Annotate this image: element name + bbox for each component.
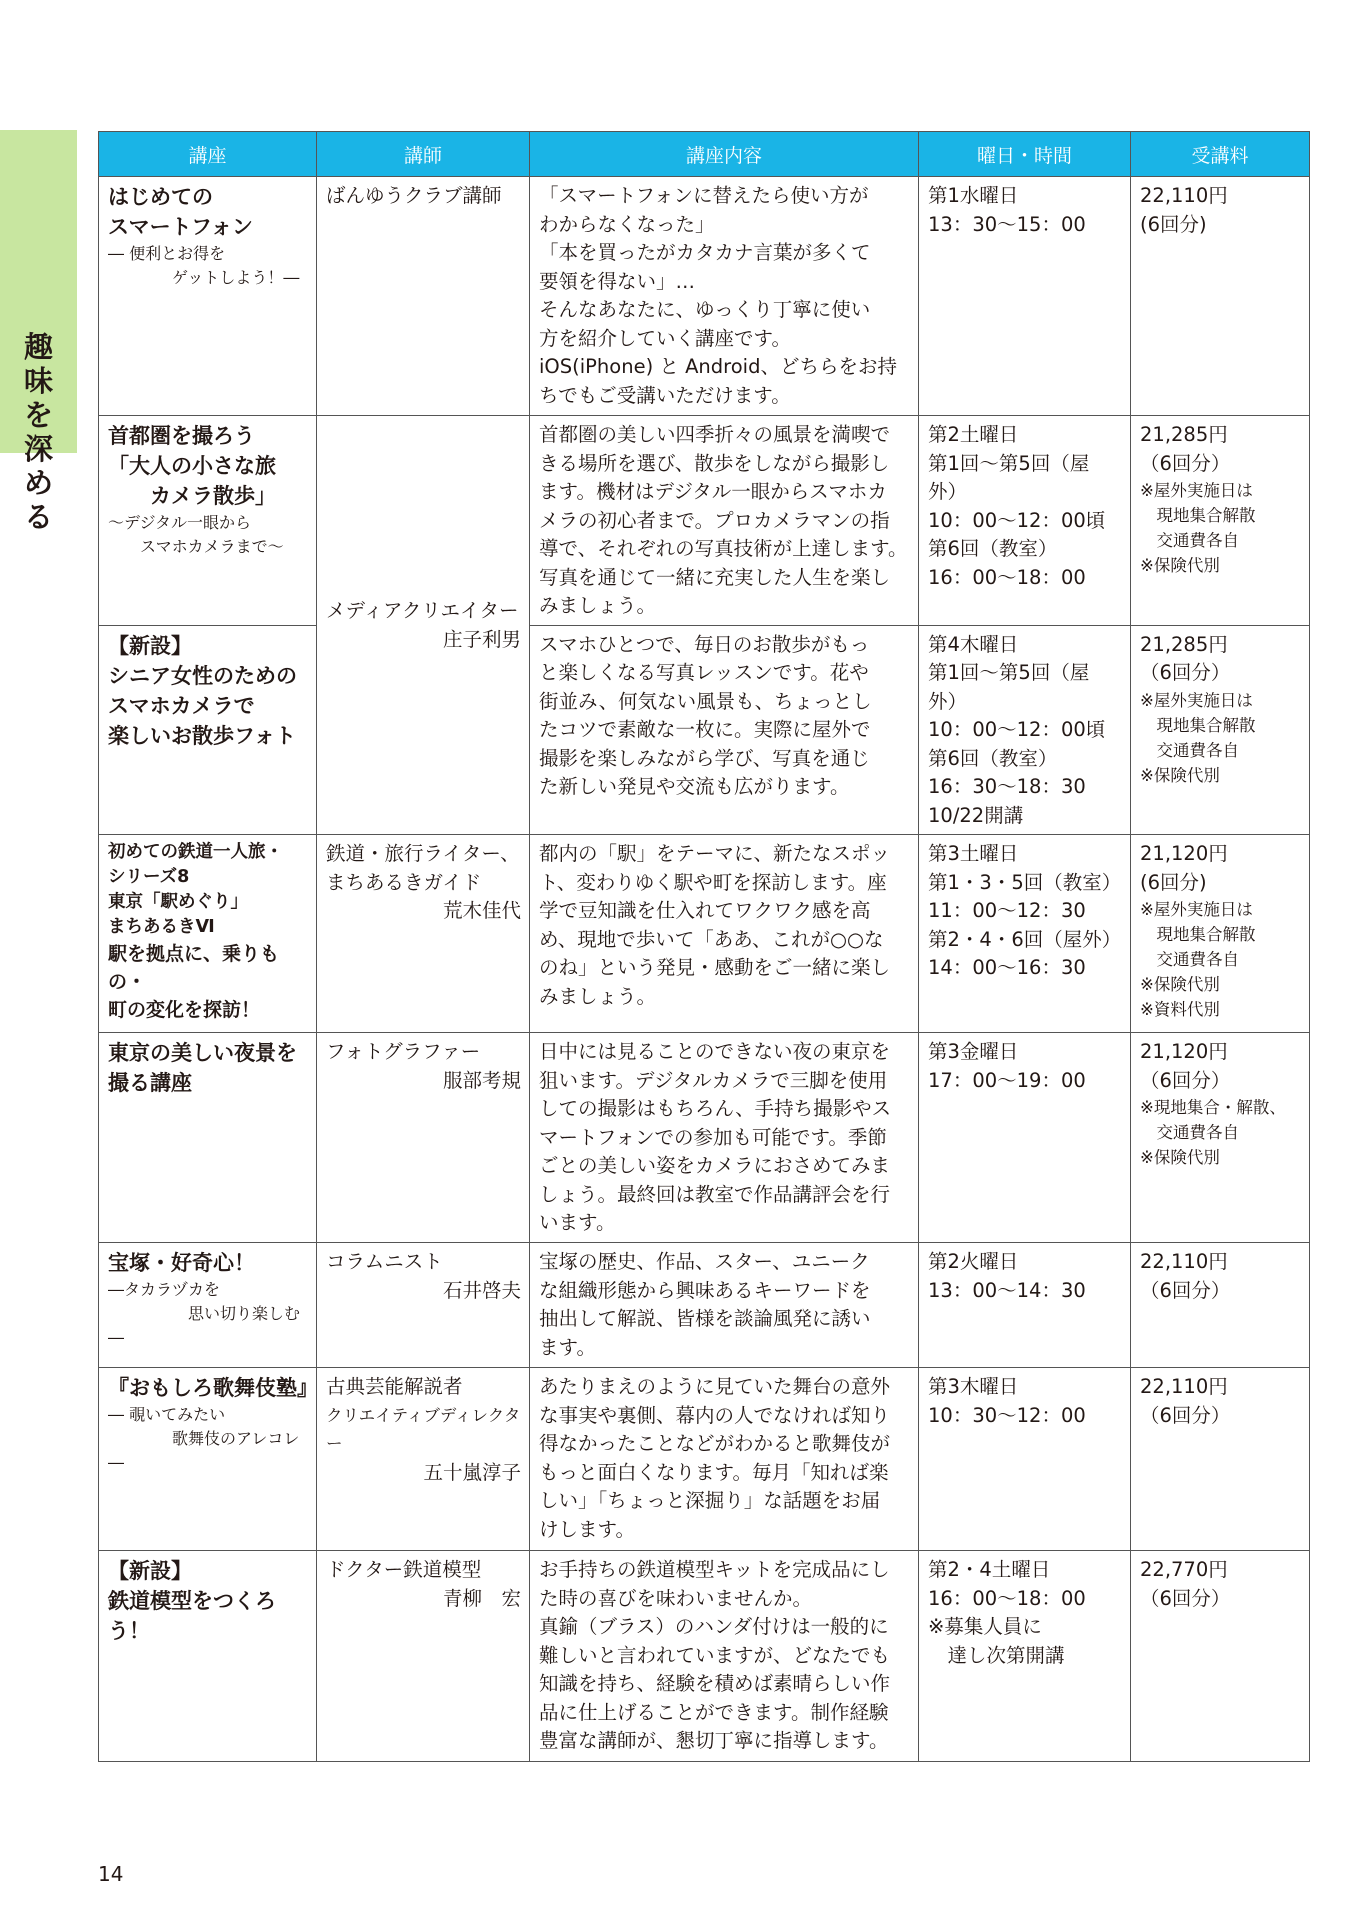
course-title: 首都圏を撮ろう 「大人の小さな旅 カメラ散歩」 xyxy=(108,424,276,508)
table-row xyxy=(99,1033,1310,1243)
instructor-cell xyxy=(317,1551,530,1762)
schedule-cell xyxy=(919,835,1131,1033)
fee-note: ※屋外実施日は 現地集合解散 交通費各自 ※保険代別 ※資料代別 xyxy=(1140,900,1256,1019)
course-cell xyxy=(99,625,317,835)
course-description: 都内の「駅」をテーマに、新たなスポッ ト、変わりゆく駅や町を探訪します。座 学で豆知識を仕入れてワクワク感を高 め、現地で歩いて「ああ、これが○○な のね」という発見・感動をご一緒に楽し みましょう。 xyxy=(539,842,891,1008)
course-subtitle: ～デジタル一眼から スマホカメラまで～ xyxy=(108,513,284,556)
course-cell xyxy=(99,1243,317,1368)
instructor-cell xyxy=(317,835,530,1033)
instructor-name: 石井啓夫 xyxy=(442,1278,521,1302)
header-schedule: 曜日・時間 xyxy=(919,132,1131,177)
course-fee: 21,285円 （6回分） xyxy=(1140,632,1231,684)
content-cell xyxy=(530,177,919,416)
instructor-name: 荒木佳代 xyxy=(442,899,521,922)
schedule-cell xyxy=(919,1243,1131,1368)
page-number: 14 xyxy=(98,1862,124,1886)
course-fee: 22,110円 (6回分) xyxy=(1140,184,1228,236)
schedule-cell xyxy=(919,1368,1131,1551)
course-title: 【新設】 鉄道模型をつくろう！ xyxy=(108,1559,276,1643)
course-description: スマホひとつで、毎日のお散歩がもっ と楽しくなる写真レッスンです。花や 街並み、何気ない風景も、ちょっとし たコツで素敵な一枚に。実際に屋外で 撮影を楽しみながら学び、写真を通じ た新しい発見や交流も広がります。 xyxy=(539,632,872,798)
course-schedule: 第1水曜日 13：30～15：00 xyxy=(928,184,1086,236)
course-title-series: 初めての鉄道一人旅・ シリーズ8 東京「駅めぐり」 まちあるきⅥ xyxy=(108,842,283,937)
course-fee: 21,285円 （6回分） xyxy=(1140,423,1231,475)
course-title: はじめての スマートフォン xyxy=(108,185,253,239)
instructor-role: ドクター鉄道模型 xyxy=(326,1558,482,1581)
course-fee: 22,770円 （6回分） xyxy=(1140,1558,1231,1610)
fee-cell xyxy=(1131,1551,1310,1762)
fee-note: ※現地集合・解散、 交通費各自 ※保険代別 xyxy=(1140,1098,1286,1167)
table-row xyxy=(99,416,1310,626)
fee-cell xyxy=(1131,625,1310,835)
header-content: 講座内容 xyxy=(530,132,919,177)
content-cell xyxy=(530,835,919,1033)
course-title: 『おもしろ歌舞伎塾』 xyxy=(108,1376,318,1400)
header-instructor: 講師 xyxy=(317,132,530,177)
course-cell xyxy=(99,1551,317,1762)
schedule-cell xyxy=(919,1033,1131,1243)
table-row xyxy=(99,1551,1310,1762)
instructor-cell xyxy=(317,177,530,416)
instructor-role: メディアクリエイター xyxy=(326,599,519,622)
table-header-row xyxy=(99,132,1310,177)
table-row xyxy=(99,1243,1310,1368)
header-course: 講座 xyxy=(99,132,317,177)
course-schedule: 第4木曜日 第1回～第5回（屋外） 10：00～12：00頃 第6回（教室） 16：30～18：30 10/22開講 xyxy=(928,632,1106,827)
schedule-cell xyxy=(919,1551,1131,1762)
table-row xyxy=(99,177,1310,416)
content-cell xyxy=(530,1368,919,1551)
course-description: 「スマートフォンに替えたら使い方が わからなくなった」 「本を買ったがカタカナ言葉が多くて 要領を得ない」… そんなあなたに、ゆっくり丁寧に使い 方を紹介していく講座です。 iOS(iPhone) と Android、どちらをお持 ちでもご受講いただけます。 xyxy=(539,184,897,407)
course-description: あたりまえのように見ていた舞台の意外 な事実や裏側、幕内の人でなければ知り 得なかったことなどがわかると歌舞伎が もっと面白くなります。毎月「知れば楽 しい」「ちょっと深掘り」な話題をお届 けします。 xyxy=(539,1375,891,1541)
content-cell xyxy=(530,1551,919,1762)
fee-cell xyxy=(1131,1033,1310,1243)
category-label: 趣 味 を 深 め る xyxy=(23,330,53,534)
course-fee: 22,110円 （6回分） xyxy=(1140,1250,1231,1302)
course-schedule: 第2火曜日 13：00～14：30 xyxy=(928,1250,1086,1302)
category-tab xyxy=(0,130,77,534)
fee-cell xyxy=(1131,835,1310,1033)
instructor-role: フォトグラファー xyxy=(326,1040,481,1063)
instructor-role: 鉄道・旅行ライター、 まちあるきガイド xyxy=(326,842,520,894)
course-fee: 21,120円 (6回分) xyxy=(1140,842,1228,894)
instructor-name: 庄子利男 xyxy=(442,627,521,651)
course-subtitle: ―タカラヅカを 思い切り楽しむ― xyxy=(108,1280,301,1347)
table-row xyxy=(99,625,1310,835)
course-cell xyxy=(99,416,317,626)
instructor-cell xyxy=(317,1033,530,1243)
instructor-cell xyxy=(317,416,530,835)
instructor-role: コラムニスト xyxy=(326,1250,443,1273)
schedule-cell xyxy=(919,625,1131,835)
fee-cell xyxy=(1131,416,1310,626)
course-title: 駅を拠点に、乗りもの・ 町の変化を探訪！ xyxy=(108,943,280,1021)
instructor-name: 青柳 宏 xyxy=(442,1586,521,1610)
instructor-name: 服部考規 xyxy=(442,1068,521,1092)
content-cell xyxy=(530,1033,919,1243)
header-fee: 受講料 xyxy=(1131,132,1310,177)
schedule-cell xyxy=(919,416,1131,626)
instructor-role: ばんゆうクラブ講師 xyxy=(326,184,502,207)
instructor-cell xyxy=(317,1243,530,1368)
course-title: 東京の美しい夜景を 撮る講座 xyxy=(108,1041,297,1095)
instructor-cell xyxy=(317,1368,530,1551)
instructor-role: 古典芸能解説者 xyxy=(326,1375,463,1398)
fee-cell xyxy=(1131,1368,1310,1551)
content-cell xyxy=(530,625,919,835)
course-cell xyxy=(99,1033,317,1243)
fee-cell xyxy=(1131,177,1310,416)
instructor-name: 五十嵐淳子 xyxy=(423,1460,521,1484)
course-schedule: 第3金曜日 17：00～19：00 xyxy=(928,1040,1086,1092)
content-cell xyxy=(530,1243,919,1368)
course-description: 首都圏の美しい四季折々の風景を満喫で きる場所を選び、散歩をしながら撮影し ます。機材はデジタル一眼からスマホカ メラの初心者まで。プロカメラマンの指 導で、それぞれの写真技術が上達します。 写真を通じて一緒に充実した人生を楽し みましょう。 xyxy=(539,423,908,617)
course-title: 【新設】 シニア女性のための スマホカメラで 楽しいお散歩フォト xyxy=(108,633,297,748)
course-description: 宝塚の歴史、作品、スター、ユニーク な組織形態から興味あるキーワードを 抽出して解説、皆様を談論風発に誘い ます。 xyxy=(539,1250,871,1359)
table-row xyxy=(99,835,1310,1033)
course-schedule: 第3土曜日 第1・3・5回（教室） 11：00～12：30 第2・4・6回（屋外） 14：00～16：30 xyxy=(928,842,1122,979)
course-description: お手持ちの鉄道模型キットを完成品にし た時の喜びを味わいませんか。 真鍮（ブラス）のハンダ付けは一般的に 難しいと言われていますが、どなたでも 知識を持ち、経験を積めば素晴らしい作 品に仕上げることができます。制作経験 豊富な講師が、懇切丁寧に指導します。 xyxy=(539,1558,891,1752)
fee-cell xyxy=(1131,1243,1310,1368)
table-row xyxy=(99,1368,1310,1551)
course-schedule: 第2土曜日 第1回～第5回（屋外） 10：00～12：00頃 第6回（教室） 16：00～18：00 xyxy=(928,423,1106,589)
course-subtitle: ― 覗いてみたい 歌舞伎のアレコレ― xyxy=(108,1405,300,1472)
instructor-role-secondary: クリエイティブディレクター xyxy=(326,1405,521,1453)
course-table xyxy=(98,131,1310,1762)
course-cell xyxy=(99,1368,317,1551)
course-fee: 21,120円 （6回分） xyxy=(1140,1040,1231,1092)
schedule-cell xyxy=(919,177,1131,416)
course-title: 宝塚・好奇心！ xyxy=(108,1251,255,1275)
course-schedule: 第2・4土曜日 16：00～18：00 ※募集人員に 達し次第開講 xyxy=(928,1558,1086,1667)
course-cell xyxy=(99,177,317,416)
course-fee: 22,110円 （6回分） xyxy=(1140,1375,1231,1427)
fee-note: ※屋外実施日は 現地集合解散 交通費各自 ※保険代別 xyxy=(1140,690,1256,785)
course-description: 日中には見ることのできない夜の東京を 狙います。デジタルカメラで三脚を使用 しての撮影はもちろん、手持ち撮影やス マートフォンでの参加も可能です。季節 ごとの美しい姿をカメラにおさめてみま しょう。最終回は教室で作品講評会を行 います。 xyxy=(539,1040,892,1234)
course-subtitle: ― 便利とお得を ゲットしよう！― xyxy=(108,244,300,287)
content-cell xyxy=(530,416,919,626)
course-schedule: 第3木曜日 10：30～12：00 xyxy=(928,1375,1086,1427)
course-cell xyxy=(99,835,317,1033)
fee-note: ※屋外実施日は 現地集合解散 交通費各自 ※保険代別 xyxy=(1140,481,1256,575)
